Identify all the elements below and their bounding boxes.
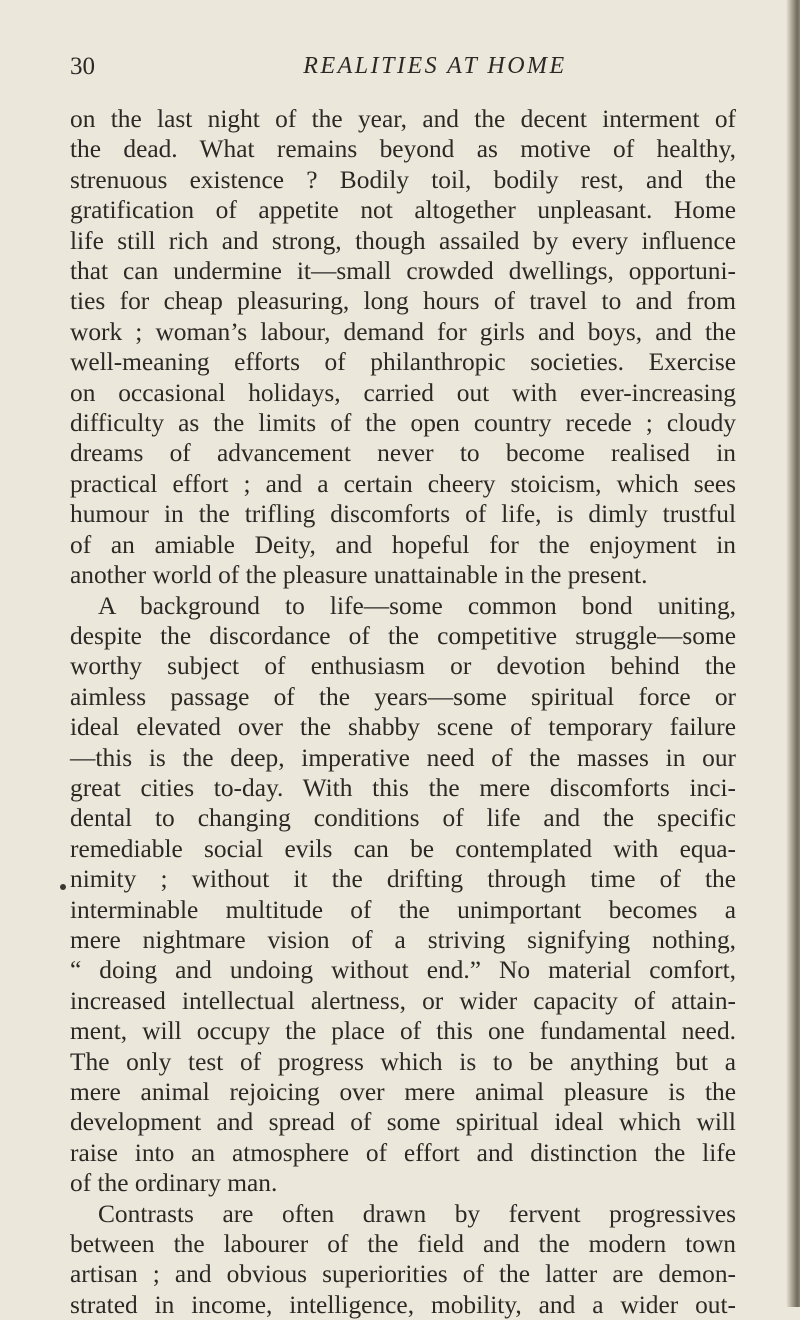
- text-line: dental to changing conditions of life and the specific: [70, 804, 736, 833]
- text-line: raise into an atmosphere of effort and distinction the life: [70, 1138, 736, 1167]
- text-line: humour in the trifling discomforts of life, is dimly trustful: [70, 500, 736, 529]
- text-line: aimless passage of the years—some spiritual force or: [70, 682, 736, 711]
- text-line: difficulty as the limits of the open country recede ; cloudy: [70, 409, 736, 438]
- text-line: mere animal rejoicing over mere animal pleasure is the: [70, 1078, 736, 1106]
- text-line: of an amiable Deity, and hopeful for the enjoyment in: [70, 530, 736, 559]
- text-line: that can undermine it—small crowded dwellings, opportuni-: [70, 257, 736, 286]
- body-text: [70, 104, 736, 1320]
- text-line: the dead. What remains beyond as motive of healthy,: [70, 135, 736, 164]
- text-line: on occasional holidays, carried out with ever-increasing: [70, 378, 736, 407]
- text-line: ideal elevated over the shabby scene of temporary failure: [70, 713, 736, 742]
- text-line: mere nightmare vision of a striving signifying nothing,: [70, 925, 736, 954]
- text-line: remediable social evils can be contemplated with equa-: [70, 834, 736, 863]
- text-line: of the ordinary man.: [70, 1169, 278, 1198]
- text-line: —this is the deep, imperative need of the masses in our: [70, 743, 736, 772]
- text-line: dreams of advancement never to become realised in: [70, 439, 736, 468]
- text-line: well-meaning efforts of philanthropic societies. Exercise: [70, 348, 736, 377]
- text-line: life still rich and strong, though assailed by every influence: [70, 226, 736, 255]
- text-line: great cities to-day. With this the mere discomforts inci-: [70, 773, 736, 802]
- text-line: increased intellectual alertness, or wider capacity of attain-: [70, 986, 736, 1015]
- text-line: strenuous existence ? Bodily toil, bodily rest, and the: [70, 165, 736, 194]
- page-edge-shadow: [786, 0, 800, 1307]
- text-line: on the last night of the year, and the decent interment of: [70, 105, 736, 133]
- text-line: worthy subject of enthusiasm or devotion behind the: [70, 652, 736, 681]
- text-line: between the labourer of the field and the modern town: [70, 1230, 736, 1259]
- text-line: another world of the pleasure unattainable in the present.: [70, 561, 648, 590]
- margin-dot: [60, 884, 66, 890]
- text-line: gratification of appetite not altogether unpleasant. Home: [70, 196, 736, 225]
- page-header: [70, 53, 730, 93]
- page-number: 30: [70, 53, 95, 80]
- text-line: Contrasts are often drawn by fervent progressives: [98, 1199, 736, 1228]
- text-line: “ doing and undoing without end.” No material comfort,: [70, 956, 736, 985]
- text-line: interminable multitude of the unimportant becomes a: [70, 895, 736, 924]
- text-line: ment, will occupy the place of this one fundamental need.: [70, 1017, 736, 1046]
- text-line: ties for cheap pleasuring, long hours of travel to and from: [70, 287, 736, 316]
- running-head: REALITIES AT HOME: [303, 53, 567, 79]
- text-line: development and spread of some spiritual ideal which will: [70, 1108, 736, 1137]
- text-line: practical effort ; and a certain cheery stoicism, which sees: [70, 469, 736, 498]
- text-line: artisan ; and obvious superiorities of the latter are demon-: [70, 1260, 736, 1289]
- text-line: nimity ; without it the drifting through time of the: [70, 865, 736, 894]
- text-line: work ; woman’s labour, demand for girls and boys, and the: [70, 317, 736, 346]
- text-line: despite the discordance of the competitive struggle—some: [70, 621, 736, 650]
- text-line: A background to life—some common bond uniting,: [98, 591, 736, 620]
- text-line: strated in income, intelligence, mobility, and a wider out-: [70, 1290, 736, 1319]
- text-line: The only test of progress which is to be anything but a: [70, 1047, 736, 1076]
